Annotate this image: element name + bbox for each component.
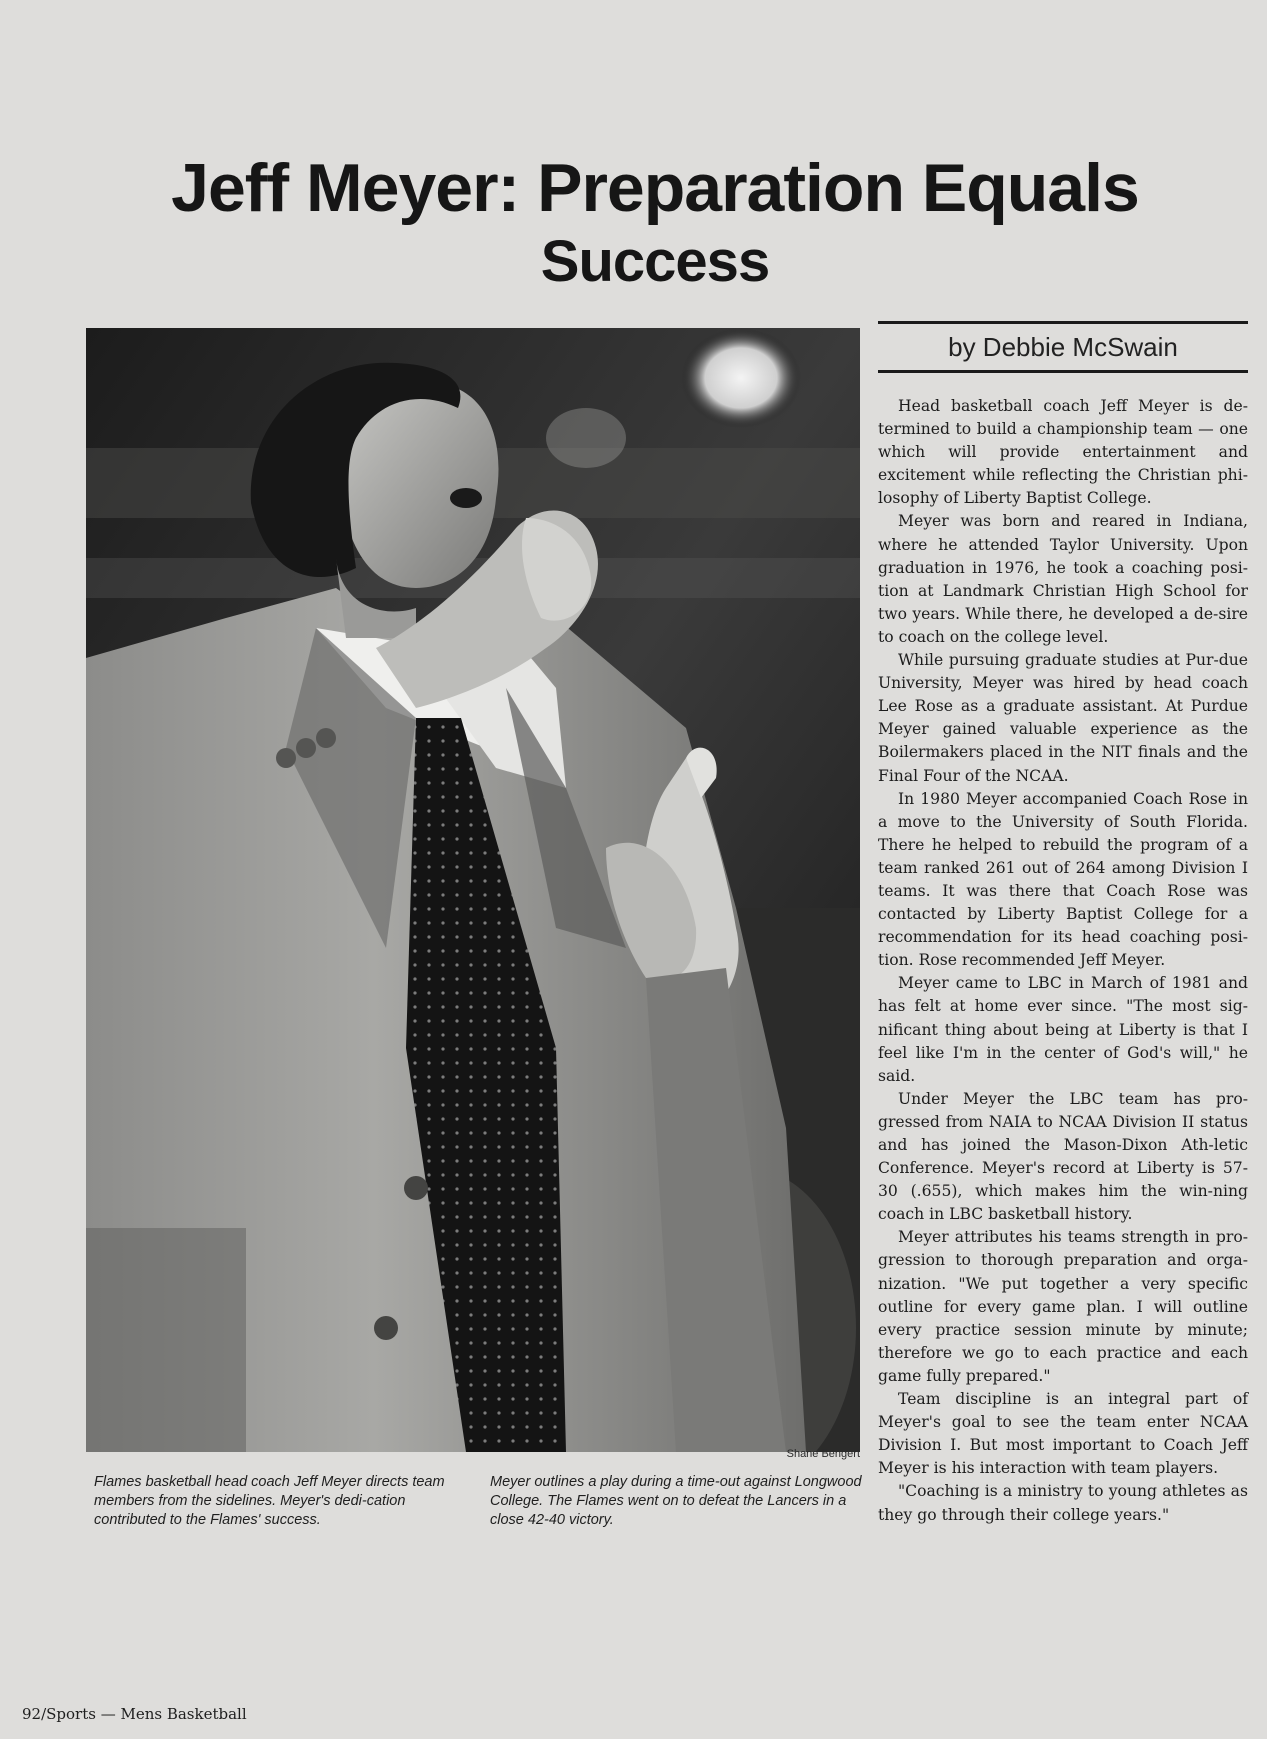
article-paragraph: Meyer attributes his teams strength in pro-gression to thorough preparation and orga-nization. "We put together a very specific outline for every game plan. I will outline every practice session minute by minute; therefore we go to each practice and each game fully prepared." <box>878 1228 1248 1385</box>
byline-box <box>878 321 1248 373</box>
headline <box>60 148 1250 297</box>
caption-left: Flames basketball head coach Jeff Meyer directs team members from the sidelines. Meyer's dedi-cation contributed to the Flames' success. <box>94 1474 445 1528</box>
article-paragraph: Head basketball coach Jeff Meyer is de-termined to build a championship team — one which will provide entertainment and excitement while reflecting the Christian phi-losophy of Liberty Baptist College. <box>878 397 1248 508</box>
article-paragraph: Meyer was born and reared in Indiana, where he attended Taylor University. Upon graduation in 1976, he took a coaching posi-tion at Landmark Christian High School for two years. While there, he developed a de-sire to coach on the college level. <box>878 512 1248 646</box>
headline-line-2: Success <box>540 229 770 295</box>
article-paragraph: While pursuing graduate studies at Pur-due University, Meyer was hired by head coach Lee Rose as a graduate assistant. At Purdue Meyer gained valuable experience as the Boilermakers placed in the NIT finals and the Final Four of the NCAA. <box>878 651 1248 785</box>
article-paragraph: Under Meyer the LBC team has pro-gressed from NAIA to NCAA Division II status and has joined the Mason-Dixon Ath-letic Conference. Meyer's record at Liberty is 57-30 (.655), which makes him the win-ning coach in LBC basketball history. <box>878 1089 1248 1224</box>
headline-line-1: Jeff Meyer: Preparation Equals <box>171 150 1139 226</box>
article-paragraph: Team discipline is an integral part of Meyer's goal to see the team enter NCAA Division I. But most important to Coach Jeff Meyer is his interaction with team players. <box>878 1390 1248 1478</box>
article-body <box>878 395 1248 1527</box>
photo-credit: Shane Bengert <box>786 1448 860 1460</box>
byline: by Debbie McSwain <box>948 331 1178 362</box>
article-paragraph: "Coaching is a ministry to young athletes as they go through their college years." <box>878 1482 1248 1524</box>
page-footer: 92/Sports — Mens Basketball <box>22 1705 247 1723</box>
caption-right: Meyer outlines a play during a time-out against Longwood College. The Flames went on to defeat the Lancers in a close 42-40 victory. <box>490 1474 862 1528</box>
coach-photo <box>86 328 860 1452</box>
article-paragraph: Meyer came to LBC in March of 1981 and has felt at home ever since. "The most sig-nificant thing about being at Liberty is that I feel like I'm in the center of God's will," he said. <box>878 974 1248 1085</box>
article-paragraph: In 1980 Meyer accompanied Coach Rose in a move to the University of South Florida. There he helped to rebuild the program of a team ranked 261 out of 264 among Division I teams. It was there that Coach Rose was contacted by Liberty Baptist College for a recommendation for its head coaching posi-tion. Rose recommended Jeff Meyer. <box>878 789 1248 970</box>
